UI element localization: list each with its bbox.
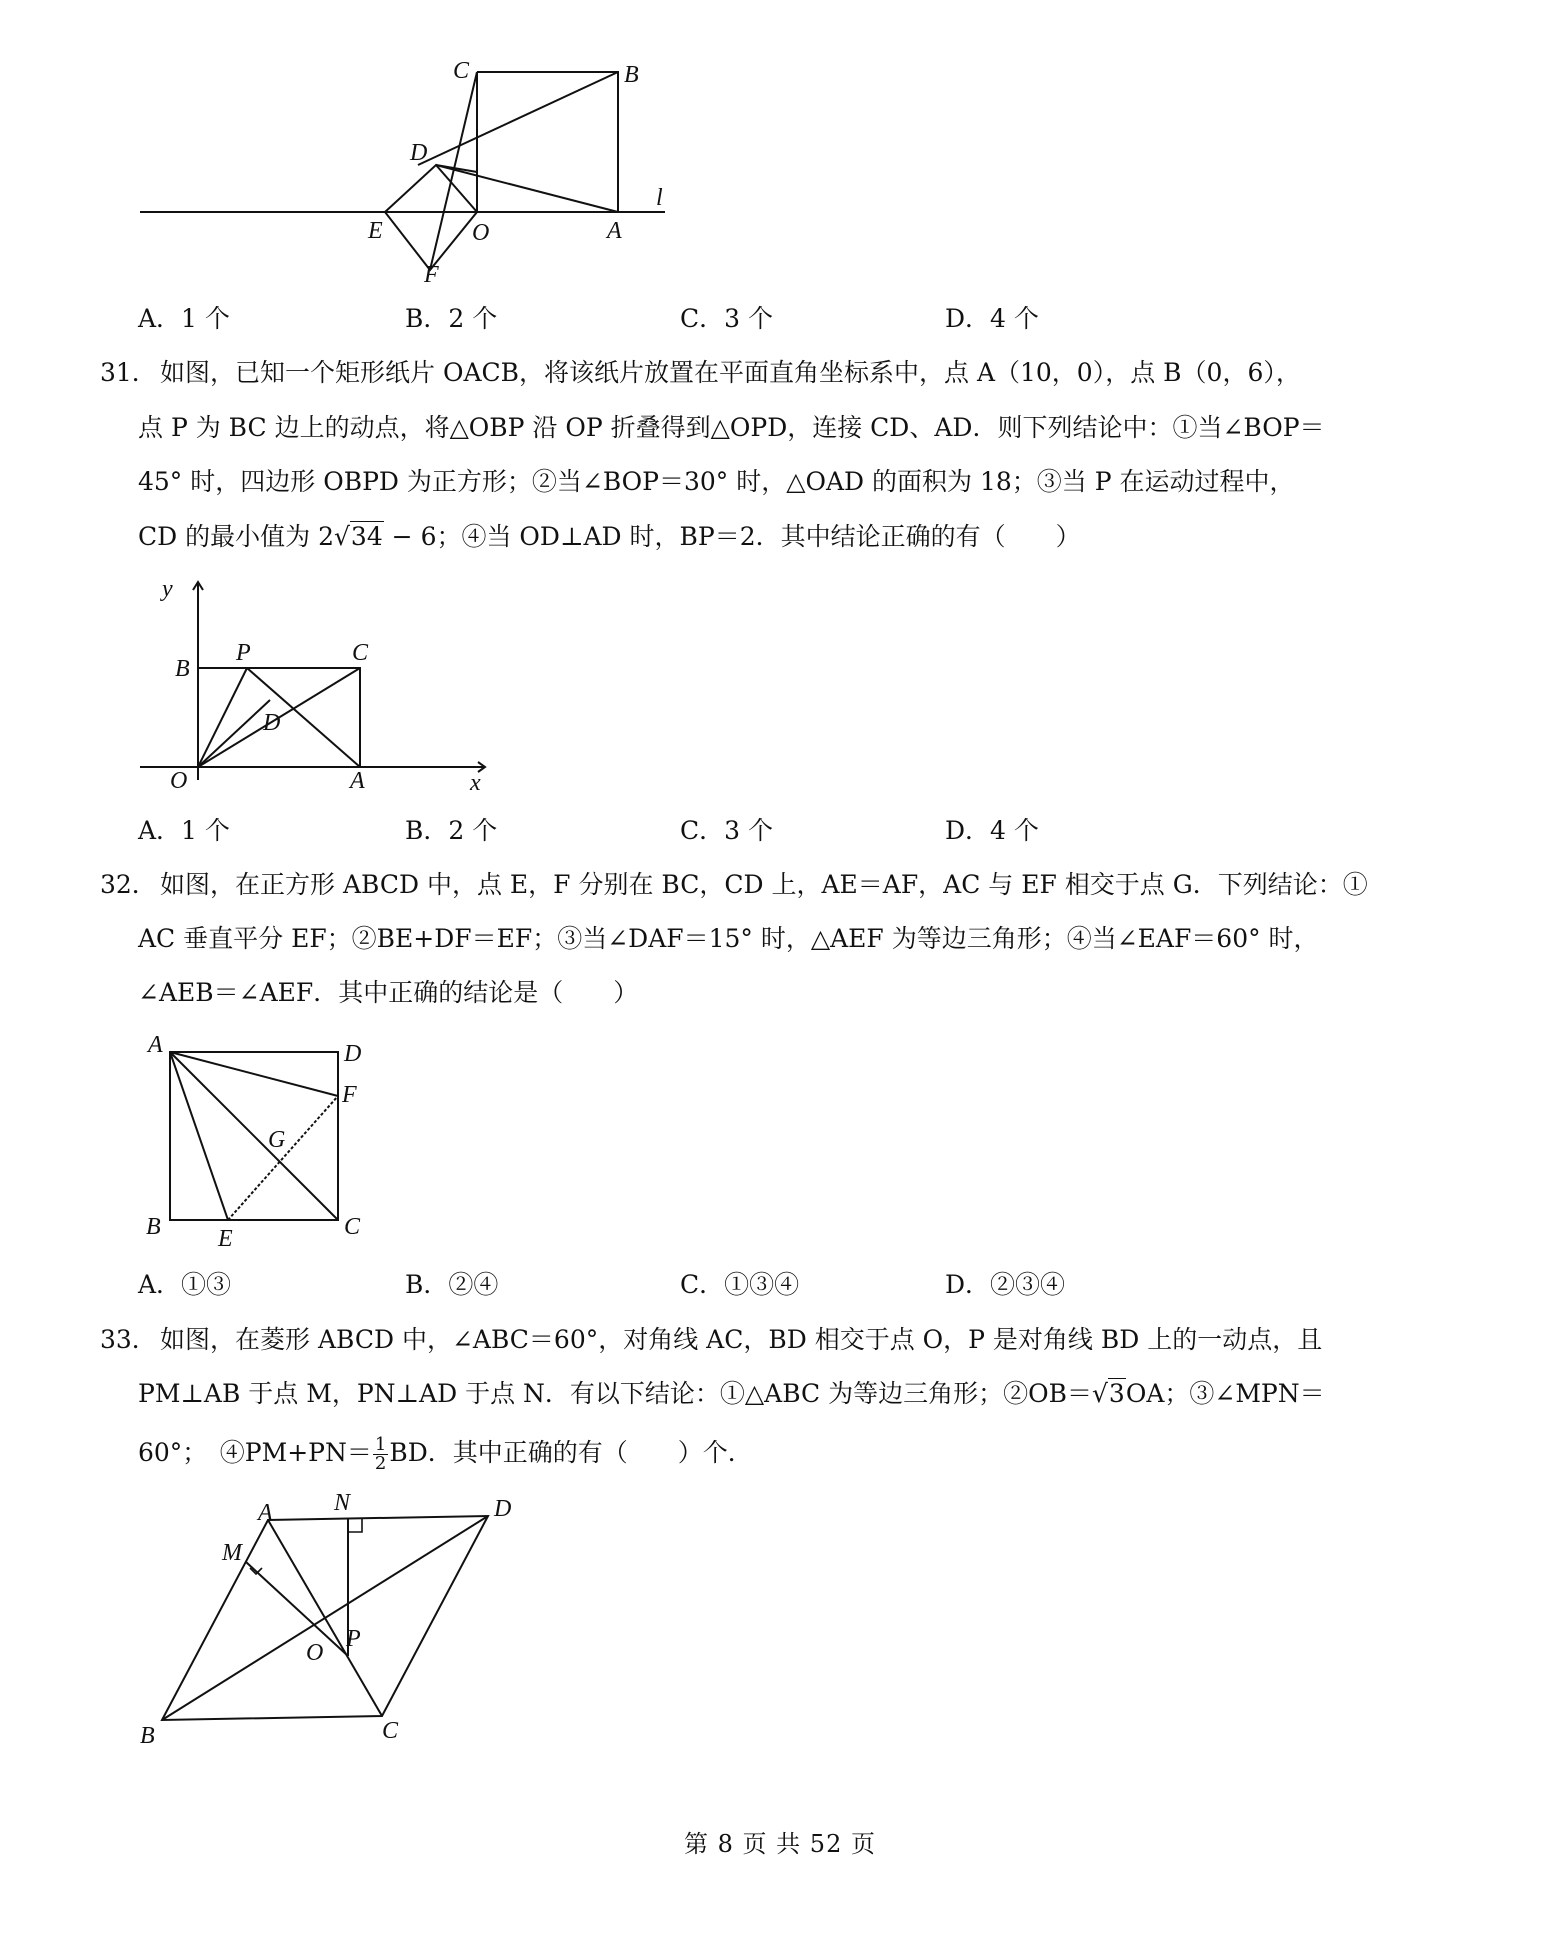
q31-option-c: C．3 个 [680, 816, 773, 845]
page-footer: 第 8 页 共 52 页 [684, 1830, 876, 1858]
label-M: M [222, 1540, 242, 1566]
label-C: C [382, 1718, 399, 1744]
q33-line-2 [138, 1377, 1325, 1411]
q31-option-b: B．2 个 [405, 816, 498, 845]
q31-line-4-pre: CD 的最小值为 2 [138, 522, 334, 551]
q31-line-2: 点 P 为 BC 边上的动点，将△OBP 沿 OP 折叠得到△OPD，连接 CD、AD．则下列结论中：①当∠BOP＝ [138, 413, 1325, 442]
q33-line-3 [138, 1436, 753, 1473]
q33-line-1: 如图，在菱形 ABCD 中，∠ABC＝60°，对角线 AC，BD 相交于点 O，P 是对角线 BD 上的一动点，且 [160, 1325, 1323, 1354]
figure-q31 [0, 560, 520, 800]
label-F: F [424, 262, 439, 288]
label-y: y [162, 576, 173, 602]
label-B: B [146, 1214, 161, 1240]
label-A: A [258, 1500, 273, 1526]
q33-line-3-post: BD．其中正确的有（ ）个． [389, 1438, 753, 1467]
label-O: O [306, 1640, 324, 1666]
q31-number: 31． [100, 358, 157, 387]
q32-option-c: C．①③④ [680, 1270, 800, 1299]
label-D: D [263, 710, 281, 736]
label-N: N [334, 1490, 351, 1516]
q30-option-b: B．2 个 [405, 304, 498, 333]
q32-number: 32． [100, 870, 157, 899]
label-l: l [656, 185, 663, 211]
label-D: D [494, 1496, 512, 1522]
sqrt-radicand: 3 [1108, 1379, 1125, 1408]
fraction-denominator: 2 [374, 1453, 387, 1474]
sqrt-expression: √34 [333, 522, 383, 551]
label-A: A [148, 1032, 163, 1058]
label-B: B [140, 1723, 155, 1749]
label-D: D [344, 1041, 362, 1067]
label-P: P [236, 640, 251, 666]
label-P: P [346, 1626, 361, 1652]
q30-option-d: D．4 个 [945, 304, 1039, 333]
label-C: C [352, 640, 369, 666]
label-C: C [344, 1214, 361, 1240]
figure-q32 [0, 1030, 420, 1260]
q31-line-4 [138, 520, 1081, 554]
q33-line-3-pre: 60°； ④PM+PN＝ [138, 1438, 372, 1467]
q31-line-1: 如图，已知一个矩形纸片 OACB，将该纸片放置在平面直角坐标系中，点 A（10，0），点 B（0，6）， [160, 358, 1301, 387]
q33-number: 33． [100, 1325, 157, 1354]
label-D: D [410, 140, 428, 166]
q30-option-c: C．3 个 [680, 304, 773, 333]
sqrt-expression: √3 [1091, 1379, 1125, 1408]
q31-option-a: A．1 个 [138, 816, 230, 845]
q32-line-3: ∠AEB＝∠AEF．其中正确的结论是（ ） [138, 978, 639, 1007]
label-B: B [175, 656, 190, 682]
q33-line-2-pre: PM⊥AB 于点 M，PN⊥AD 于点 N．有以下结论：①△ABC 为等边三角形；②OB＝ [138, 1379, 1092, 1408]
label-A: A [350, 768, 365, 794]
figure-q33 [0, 1480, 560, 1770]
fraction [373, 1436, 388, 1473]
q31-line-4-post: − 6；④当 OD⊥AD 时，BP＝2．其中结论正确的有（ ） [383, 522, 1081, 551]
q32-option-d: D．②③④ [945, 1270, 1066, 1299]
label-x: x [470, 770, 481, 796]
label-E: E [368, 218, 383, 244]
label-A: A [607, 218, 622, 244]
label-O: O [170, 768, 188, 794]
fraction-numerator: 1 [374, 1434, 387, 1455]
label-G: G [268, 1127, 286, 1153]
q32-option-b: B．②④ [405, 1270, 499, 1299]
sqrt-radicand: 34 [350, 522, 383, 551]
label-F: F [342, 1082, 357, 1108]
q33-line-2-post: OA；③∠MPN＝ [1125, 1379, 1325, 1408]
q31-option-d: D．4 个 [945, 816, 1039, 845]
q31-line-3: 45° 时，四边形 OBPD 为正方形；②当∠BOP＝30° 时，△OAD 的面积为 18；③当 P 在运动过程中， [138, 467, 1295, 496]
label-E: E [218, 1226, 233, 1252]
q32-option-a: A．①③ [138, 1270, 232, 1299]
q32-line-2: AC 垂直平分 EF；②BE+DF＝EF；③当∠DAF＝15° 时，△AEF 为等边三角形；④当∠EAF＝60° 时， [138, 924, 1319, 953]
q30-option-a: A．1 个 [138, 304, 230, 333]
figure-q30 [0, 0, 1560, 300]
q32-line-1: 如图，在正方形 ABCD 中，点 E，F 分别在 BC，CD 上，AE＝AF，AC 与 EF 相交于点 G．下列结论：① [160, 870, 1368, 899]
label-B: B [624, 62, 639, 88]
label-C: C [453, 58, 470, 84]
label-O: O [472, 220, 490, 246]
